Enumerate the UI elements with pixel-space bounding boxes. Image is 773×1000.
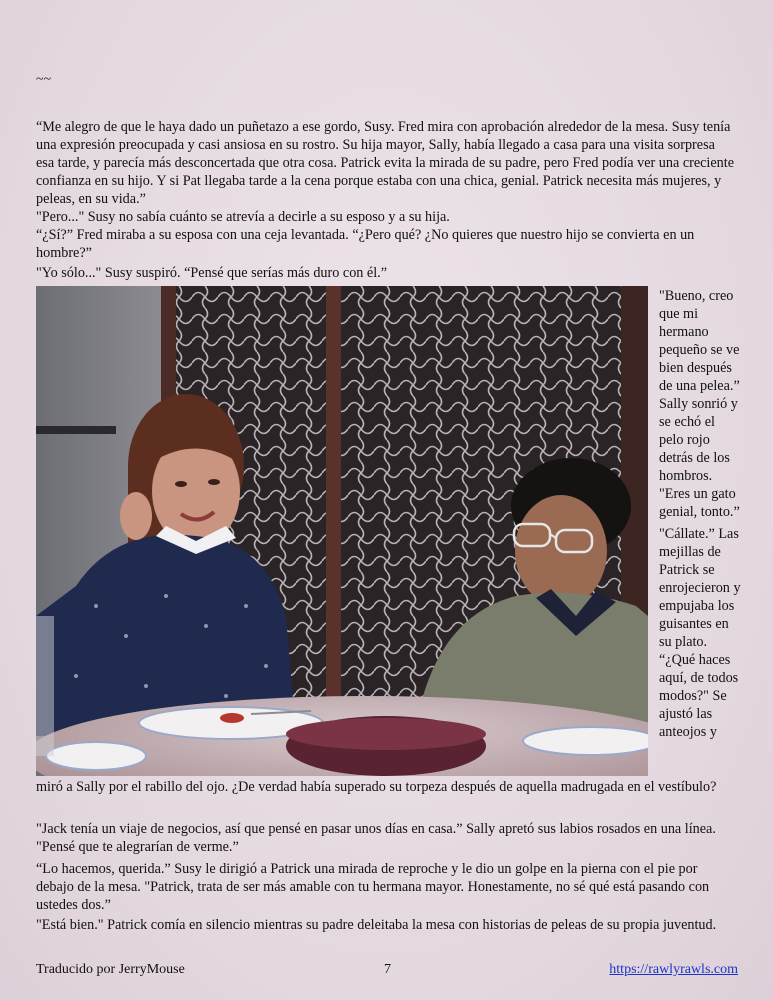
paragraph (36, 860, 736, 914)
paragraph-text: "Pero..." Susy no sabía cuánto se atrevía a decirle a su esposo y a su hija. (36, 209, 450, 225)
story-illustration (36, 286, 648, 776)
paragraph (36, 820, 736, 856)
page-number: 7 (384, 962, 391, 977)
page-footer (36, 962, 738, 980)
paragraph-text: “Lo hacemos, querida.” Susy le dirigió a Patrick una mirada de reproche y le dio un golpe en la pierna con el pie por debajo de la mesa. "Patrick, trata de ser más amable con tu hermana mayor. Honestamente, no sé qué está pasando con ustedes dos.” (36, 861, 710, 913)
translator-credit: Traducido por JerryMouse (36, 962, 185, 977)
paragraph-text: “¿Sí?” Fred miraba a su esposa con una ceja levantada. “¿Pero qué? ¿No quieres que nuestro hijo se convierta en un hombre?” (36, 227, 695, 261)
side-paragraph: "Cállate.” Las mejillas de Patrick se enrojecieron y empujaba los guisantes en su plato. “¿Qué haces aquí, de todos modos?" Se ajustó las anteojos y (659, 526, 741, 740)
paragraph (36, 264, 736, 282)
illustration-drawing (36, 286, 648, 776)
paragraph-text: "Está bien." Patrick comía en silencio mientras su padre deleitaba la mesa con historias de peleas de su propia juventud. (36, 917, 717, 933)
side-paragraph: "Bueno, creo que mi hermano pequeño se ve bien después de una pelea.” Sally sonrió y se echó el pelo rojo detrás de los hombros. "Eres un gato genial, tonto.” (659, 288, 740, 520)
paragraph-text: "Yo sólo..." Susy suspiró. “Pensé que serías más duro con él.” (36, 265, 388, 281)
paragraph (36, 778, 736, 796)
website-link[interactable]: https://rawlyrawls.com (609, 962, 738, 977)
paragraph-text: miró a Sally por el rabillo del ojo. ¿De verdad había superado su torpeza después de aquella madrugada en el vestíbulo? (36, 779, 717, 795)
paragraph-text: "Jack tenía un viaje de negocios, así que pensé en pasar unos días en casa.” Sally apretó sus labios rosados en una línea. "Pensé que te alegrarían de verme.” (36, 821, 716, 855)
paragraph (36, 208, 736, 226)
paragraph (36, 226, 736, 262)
paragraph (36, 118, 736, 208)
paragraph (36, 916, 736, 934)
paragraph-text: “Me alegro de que le haya dado un puñetazo a ese gordo, Susy. Fred mira con aprobación alrededor de la mesa. Susy tenía una expresión preocupada y casi ansiosa en su rostro. Su hija mayor, Sally, había llegado a casa para una visita sorpresa esa tarde, y parecía más desconcertada que otra cosa. Patrick evita la mirada de su padre, pero Fred podía ver una creciente confianza en su hijo. Y si Pat llegaba tarde a la cena porque estaba con una chica, genial. Patrick necesita más mujeres, y peleas, en su vida.” (36, 119, 735, 207)
section-separator: ~~ (36, 72, 52, 87)
side-column (659, 287, 741, 745)
